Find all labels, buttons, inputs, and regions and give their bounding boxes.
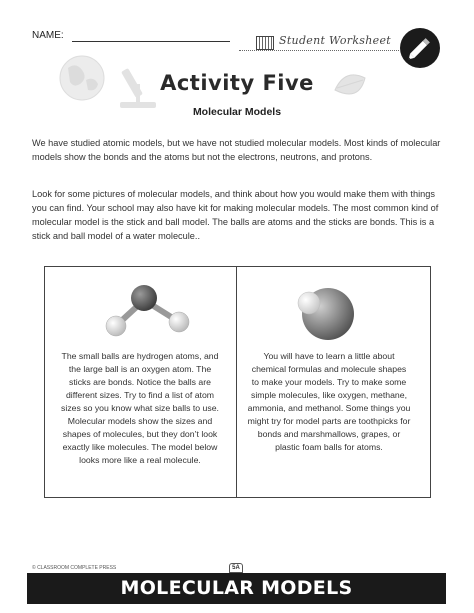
right-panel-text: You will have to learn a little about chemical formulas and molecule shapes to make your models. Try to make some simple molecules, like oxygen, methane, ammonia, and methanol. Some things you might try for model parts are toothpicks for bonds and marshmallows, grapes, or plastic foam balls for atoms.	[247, 351, 411, 452]
intro-paragraph: We have studied atomic models, but we have not studied molecular models. Most kinds of molecular models show the bonds and the atoms but not the electrons, neutrons, and protons.	[32, 138, 441, 162]
activity-subtitle: Molecular Models	[192, 106, 282, 118]
ball-and-stick-water-molecule	[92, 278, 202, 344]
worksheet-label: Student Worksheet	[279, 34, 391, 47]
space-filling-water-molecule	[290, 280, 360, 344]
worksheet-book-icon	[256, 36, 274, 50]
model-description-paragraph: Look for some pictures of molecular models, and think about how you would make them with things you can find. Your school may also have kit for making molecular models. The most common kind of molecular model is the stick and ball model. The balls are atoms and the sticks are bonds. This is a stick and ball model of a water molecule..	[32, 189, 439, 241]
footer-title: MOLECULAR MODELS	[120, 577, 353, 599]
name-input-line[interactable]	[72, 41, 230, 42]
panel-divider	[236, 266, 237, 498]
publisher-credit: © CLASSROOM COMPLETE PRESS	[32, 565, 117, 571]
activity-title: Activity Five	[160, 71, 314, 95]
left-panel-text: The small balls are hydrogen atoms, and the large ball is an oxygen atom. The sticks are bonds. Notice the balls are different sizes. Try to find a list of atom sizes so you know what size balls to use. Molecular models show the sizes and shapes of molecules, but they don’t look exactly like molecules. The model below looks more like a real molecule.	[61, 351, 219, 465]
name-label: NAME:	[32, 30, 64, 41]
page-number: 5A	[229, 563, 243, 573]
